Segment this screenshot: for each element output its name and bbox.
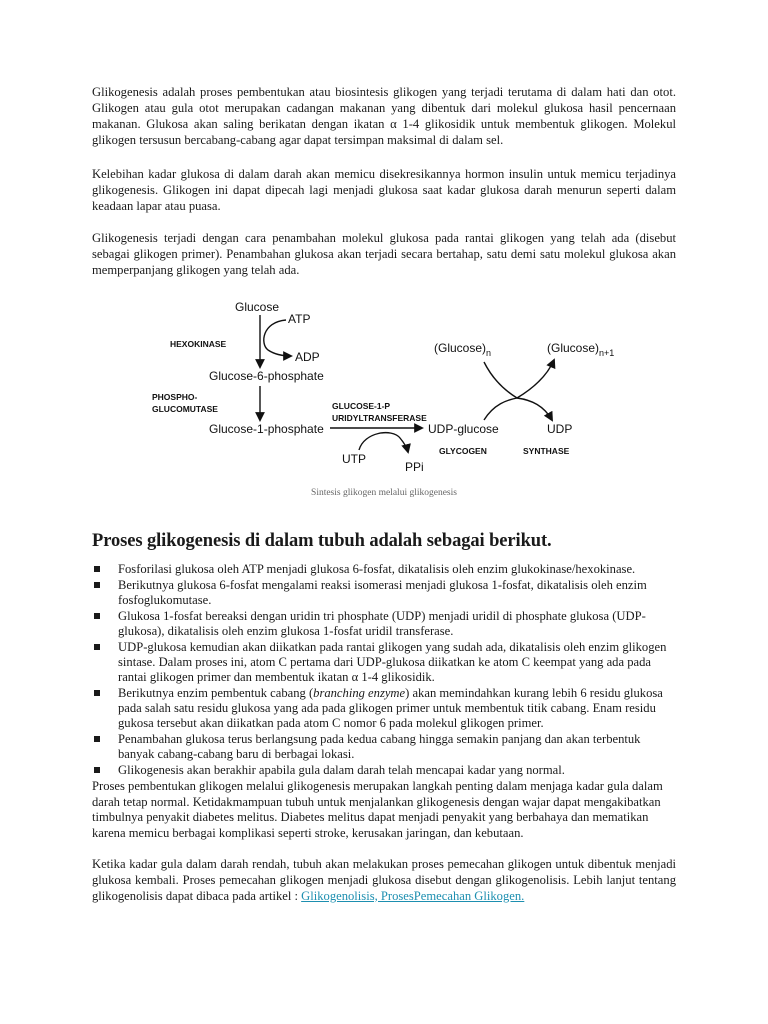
- label-glucomutase: GLUCOMUTASE: [152, 404, 218, 414]
- paragraph-glycogenolysis: [92, 857, 676, 904]
- label-synthase: SYNTHASE: [523, 446, 570, 456]
- step-text: Glikogenesis akan berakhir apabila gula dalam darah telah mencapai kadar yang normal.: [118, 763, 565, 777]
- square-bullet-icon: [94, 582, 100, 588]
- square-bullet-icon: [94, 690, 100, 696]
- section-heading: Proses glikogenesis di dalam tubuh adalah sebagai berikut.: [92, 531, 552, 551]
- step-emphasis: branching enzyme: [313, 686, 406, 700]
- list-item: [92, 640, 676, 685]
- label-adp: ADP: [295, 350, 320, 364]
- list-item: [92, 732, 676, 762]
- paragraph-text: Ketika kadar gula dalam darah rendah, tubuh akan melakukan proses pemecahan glikogen untuk dibentuk menjadi glukosa kembali. Proses pemecahan glikogen menjadi glukosa disebut dengan glikogenolisis. Lebih lanjut tentang glikogenolisis dapat dibaca pada artikel :: [92, 857, 676, 903]
- label-transferase-1: GLUCOSE-1-P: [332, 401, 391, 411]
- arrow-utp-ppi: [359, 433, 408, 452]
- paragraph-definition: Glikogenesis adalah proses pembentukan atau biosintesis glikogen yang terjadi terutama di dalam hati dan otot. Glikogen atau gula otot merupakan cadangan makanan yang dibentuk dari molekul glukosa hasil pencernaan makanan. Glukosa akan saling berikatan dengan ikatan α 1-4 glikosidik untuk membentuk glikogen. Molekul glikogen tersusun bercabang-cabang agar dapat tersimpan maksimal di dalam sel.: [92, 85, 676, 147]
- arrow-glucose-n-to-n1: [484, 360, 554, 398]
- arrow-udpglucose-udp: [484, 398, 552, 420]
- list-item: [92, 562, 676, 577]
- square-bullet-icon: [94, 566, 100, 572]
- process-steps-list: [92, 562, 676, 778]
- paragraph-importance: Proses pembentukan glikogen melalui glikogenesis merupakan langkah penting dalam menjaga kadar gula dalam darah tetap normal. Ketidakmampuan tubuh untuk menjalankan glikogenesis dengan wajar dapat mengakibatkan timbulnya penyakit diabetes melitus. Diabetes melitus dapat menjadi penyakit yang berbahaya dan mematikan karena memicu berbagai komplikasi seperti stroke, kerusakan jaringan, dan kebutaan.: [92, 779, 663, 840]
- square-bullet-icon: [94, 613, 100, 619]
- step-text-continued: ) akan memindahkan kurang lebih 6 residu glukosa pada salah satu residu glukosa yang ada pada glikogen primer untuk membentuk titik cabang. Enam residu gukosa tersebut akan diikatkan pada atom C nomor 6 pada molekul glikogen primer.: [118, 686, 663, 730]
- paragraph-mechanism: Glikogenesis terjadi dengan cara penambahan molekul glukosa pada rantai glikogen yang telah ada (disebut sebagai glikogen primer). Penambahan glukosa akan terjadi secara bertahap, satu demi satu molekul glukosa akan memperpanjang glikogen yang telah ada.: [92, 231, 676, 277]
- step-text: Fosforilasi glukosa oleh ATP menjadi glukosa 6-fosfat, dikatalisis oleh enzim glukokinase/hexokinase.: [118, 562, 636, 576]
- pathway-svg: [92, 294, 676, 484]
- label-hexokinase: HEXOKINASE: [170, 339, 227, 349]
- label-udp: UDP: [547, 422, 573, 436]
- glikogenolisis-article-link[interactable]: Glikogenolisis, ProsesPemecahan Glikogen.: [301, 888, 525, 903]
- label-glucose-n1: $(Glucose)_{n+1}$: [547, 341, 615, 358]
- label-transferase-2: URIDYLTRANSFERASE: [332, 413, 427, 423]
- label-glucose: Glucose: [235, 300, 280, 314]
- article-content: [92, 84, 676, 904]
- list-item: [92, 686, 676, 731]
- label-ppi: PPi: [405, 460, 424, 474]
- list-item: [92, 609, 676, 639]
- step-text: Glukosa 1-fosfat bereaksi dengan uridin tri phosphate (UDP) menjadi uridil di phosphate glukosa (UDP-glukosa), dikatalisis oleh enzim glukosa 1-fosfat uridil transferase.: [118, 609, 646, 638]
- figure-caption: Sintesis glikogen melalui glikogenesis: [311, 488, 457, 498]
- step-text: Penambahan glukosa terus berlangsung pada kedua cabang hingga semakin panjang dan akan terbentuk banyak cabang-cabang baru di berbagai lokasi.: [118, 732, 641, 761]
- arrow-atp-adp: [264, 320, 291, 356]
- glycogenesis-diagram: [92, 294, 676, 516]
- label-phospho: PHOSPHO-: [152, 392, 198, 402]
- step-text: Berikutnya enzim pembentuk cabang (: [118, 686, 314, 700]
- paragraph-insulin: Kelebihan kadar glukosa di dalam darah akan memicu disekresikannya hormon insulin untuk memicu terjadinya glikogenesis. Glikogen ini dapat dipecah lagi menjadi glukosa saat kadar glukosa darah menurun seperti dalam keadaan lapar atau puasa.: [92, 167, 676, 213]
- step-text: UDP-glukosa kemudian akan diikatkan pada rantai glikogen yang sudah ada, dikatalisis oleh enzim glikogen sintase. Dalam proses ini, atom C pertama dari UDP-glukosa diikatkan ke atom C keempat yang ada pada rantai glikogen primer dan membentuk ikatan α 1-4 glikosidik.: [118, 640, 667, 684]
- label-g1p: Glucose-1-phosphate: [209, 422, 324, 436]
- label-atp: ATP: [288, 312, 311, 326]
- label-utp: UTP: [342, 452, 366, 466]
- label-glucose-n: $(Glucose)_n$: [434, 341, 492, 358]
- square-bullet-icon: [94, 644, 100, 650]
- step-text: Berikutnya glukosa 6-fosfat mengalami reaksi isomerasi menjadi glukosa 1-fosfat, dikatalisis oleh enzim fosfoglukomutase.: [118, 578, 647, 607]
- square-bullet-icon: [94, 767, 100, 773]
- square-bullet-icon: [94, 736, 100, 742]
- label-udp-glucose: UDP-glucose: [428, 422, 499, 436]
- label-glycogen: GLYCOGEN: [439, 446, 487, 456]
- list-item: [92, 578, 676, 608]
- label-g6p: Glucose-6-phosphate: [209, 369, 324, 383]
- list-item: [92, 763, 676, 778]
